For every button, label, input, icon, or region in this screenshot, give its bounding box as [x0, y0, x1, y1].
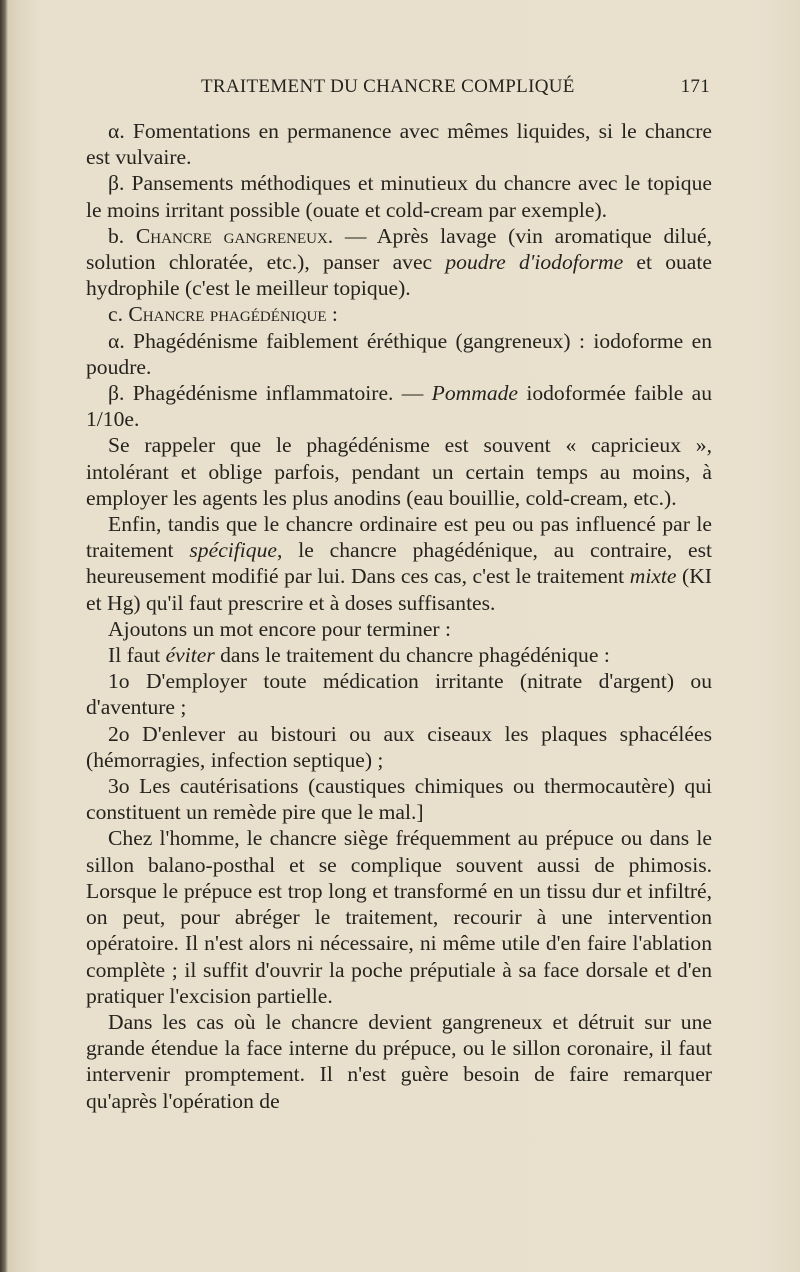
paragraph [86, 223, 712, 302]
page-binding-edge [0, 0, 8, 1272]
italic-run: poudre d'iodoforme [445, 250, 624, 275]
italic-run: Pommade [431, 381, 519, 406]
italic-run: mixte [629, 564, 677, 589]
body-text [86, 118, 712, 1114]
paragraph: α. Fomentations en permanence avec mêmes liquides, si le chancre est vulvaire. [86, 119, 712, 170]
paragraph: β. Pansements méthodiques et minutieux du chancre avec le topique le moins irritant possible (ouate et cold-cream par exemple). [86, 171, 712, 222]
paragraph: Se rappeler que le phagédénisme est souvent « capricieux », intolérant et oblige parfois, pendant un certain temps au moins, à employer les agents les plus anodins (eau bouillie, cold-cream, etc.). [86, 433, 712, 510]
text-run: et ouate hydrophile (c'est le meilleur topique). [86, 250, 712, 301]
running-head-title: TRAITEMENT DU CHANCRE COMPLIQUÉ [201, 76, 575, 97]
text-run: β. Phagédénisme inflammatoire. — [108, 381, 432, 406]
page-number: 171 [680, 76, 710, 97]
paragraph [86, 511, 712, 616]
text-run: , le chancre phagédénique, au contraire, est heureusement modifié par lui. Dans ces cas, c'est le traitement [86, 538, 713, 589]
text-run: — Après lavage (vin aromatique dilué, solution chloratée, etc.), panser avec [86, 223, 713, 275]
text-run: (KI et Hg) qu'il faut prescrire et à doses suffisantes. [86, 564, 712, 615]
paragraph [86, 380, 712, 432]
running-head [86, 76, 712, 104]
paragraph [86, 642, 712, 668]
paragraph: 2o D'enlever au bistouri ou aux ciseaux les plaques sphacélées (hémorragies, infection septique) ; [86, 721, 712, 772]
smallcaps-heading: Chancre gangreneux. [135, 223, 334, 248]
text-run: dans le traitement du chancre phagédénique : [214, 643, 610, 668]
paragraph [86, 301, 712, 327]
paragraph: Chez l'homme, le chancre siège fréquemment au prépuce ou dans le sillon balano-posthal et se complique souvent aussi de phimosis. Lorsque le prépuce est trop long et transformé en un tissu dur et infiltré, on peut, pour abréger le traitement, recourir à une intervention opératoire. Il n'est alors ni nécessaire, ni même utile d'en faire l'ablation complète ; il suffit d'ouvrir la poche préputiale à sa face dorsale et d'en pratiquer l'excision partielle. [86, 826, 712, 1008]
text-run: iodoformée faible au 1/10e. [86, 381, 712, 432]
paragraph: α. Phagédénisme faiblement éréthique (gangreneux) : iodoforme en poudre. [86, 328, 712, 379]
text-run: c. [108, 302, 129, 327]
text-run: b. [108, 223, 136, 248]
italic-run: éviter [165, 643, 215, 668]
text-run: Il faut [108, 643, 166, 668]
smallcaps-heading: Chancre phagédénique : [128, 302, 338, 327]
paragraph: Ajoutons un mot encore pour terminer : [108, 616, 452, 641]
paragraph: 1o D'employer toute médication irritante (nitrate d'argent) ou d'aventure ; [86, 669, 712, 720]
italic-run: spécifique [189, 538, 277, 563]
paragraph: 3o Les cautérisations (caustiques chimiques ou thermocautère) qui constituent un remède pire que le mal.] [86, 774, 712, 825]
paragraph: Dans les cas où le chancre devient gangreneux et détruit sur une grande étendue la face interne du prépuce, ou le sillon coronaire, il faut intervenir promptement. Il n'est guère besoin de faire remarquer qu'après l'opération de [86, 1009, 712, 1113]
text-run: Enfin, tandis que le chancre ordinaire est peu ou pas influencé par le traitement [86, 512, 712, 563]
